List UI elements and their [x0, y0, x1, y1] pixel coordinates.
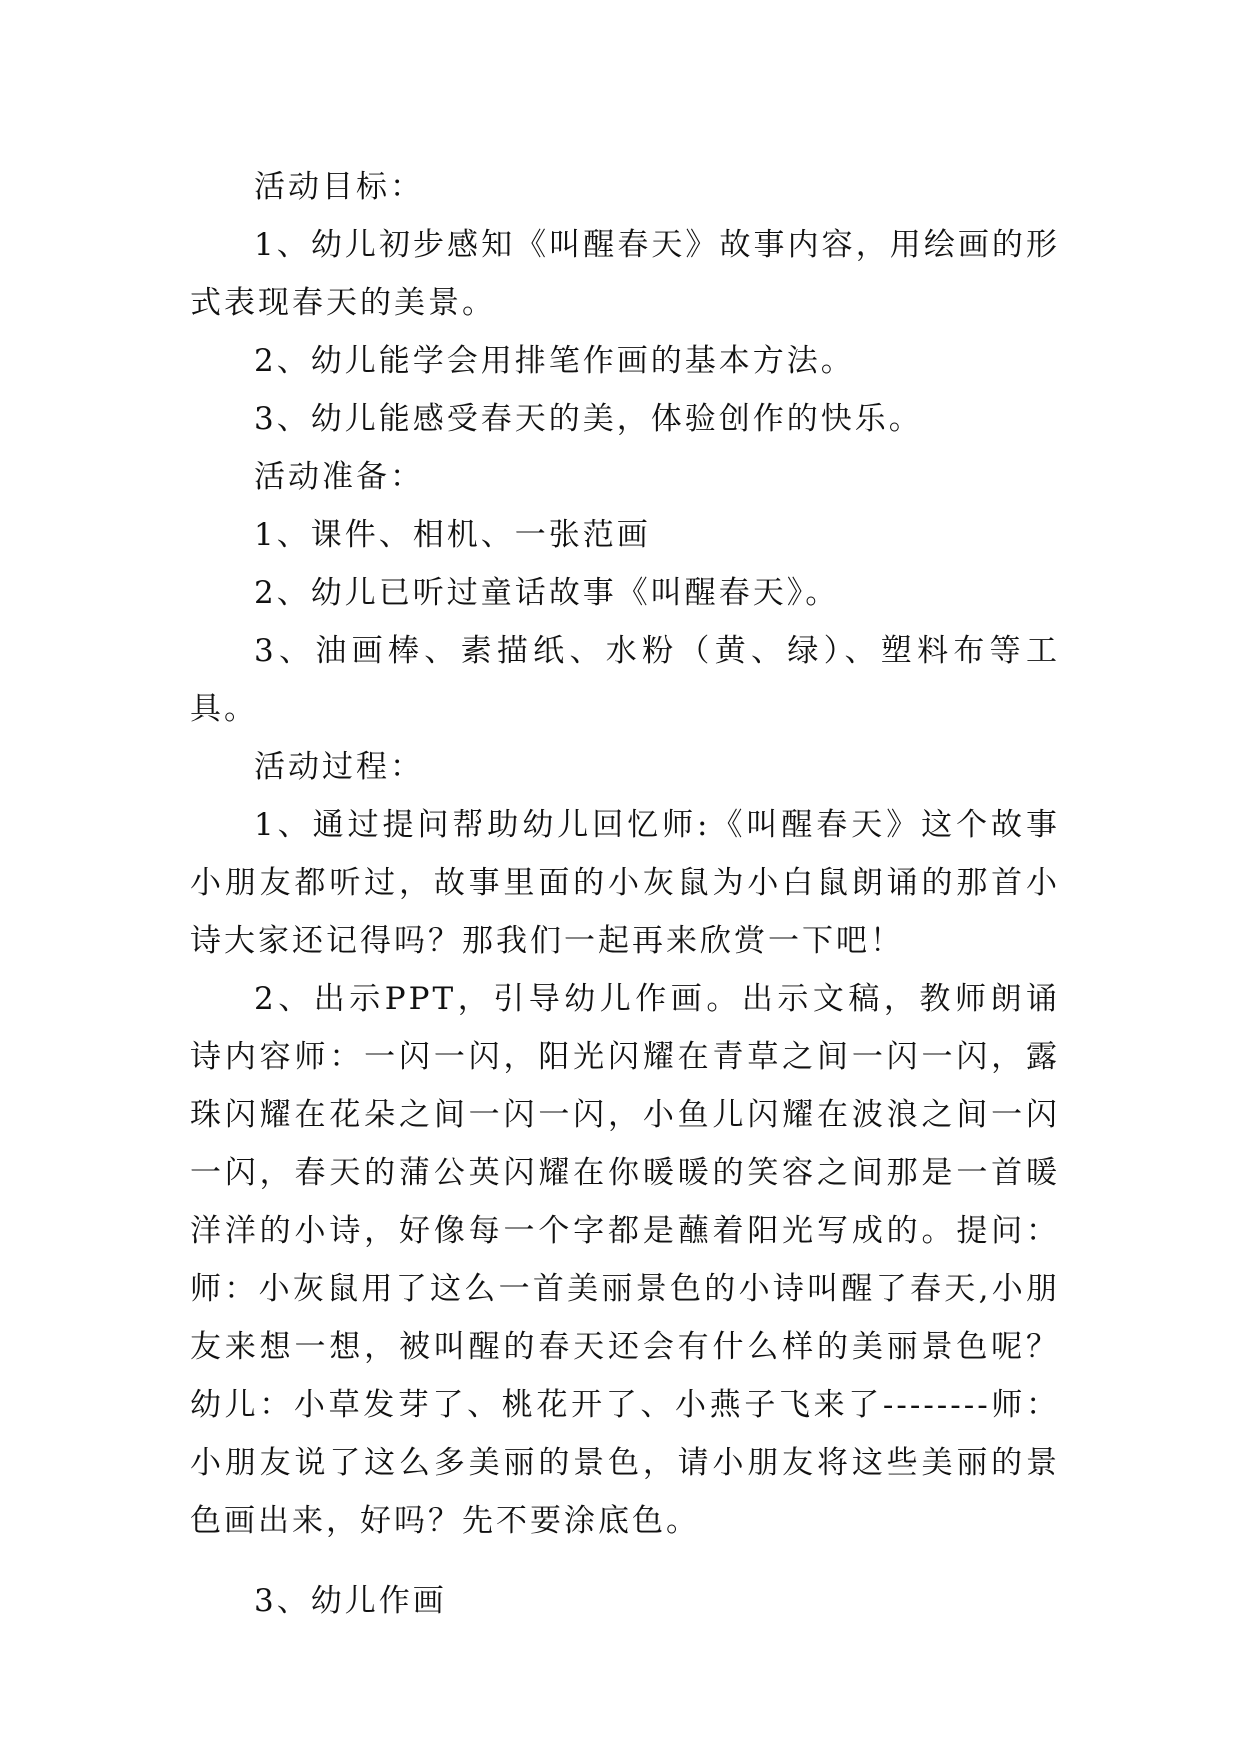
heading-activity-process: 活动过程： — [254, 749, 424, 785]
process-step-2: 2、出示PPT，引导幼儿作画。出示文稿，教师朗诵诗内容师：一闪一闪，阳光闪耀在青草之间一闪一闪，露珠闪耀在花朵之间一闪一闪，小鱼儿闪耀在波浪之间一闪一闪，春天的蒲公英闪耀在你暖暖的笑容之间那是一首暖洋洋的小诗，好像每一个字都是蘸着阳光写成的。提问：师：小灰鼠用了这么一首美丽景色的小诗叫醒了春天,小朋友来想一想，被叫醒的春天还会有什么样的美丽景色呢？幼儿：小草发芽了、桃花开了、小燕子飞来了--------师：小朋友说了这么多美丽的景色，请小朋友将这些美丽的景色画出来，好吗？先不要涂底色。 — [190, 981, 1060, 1539]
process-step-1: 1、通过提问帮助幼儿回忆师:《叫醒春天》这个故事小朋友都听过，故事里面的小灰鼠为小白鼠朗诵的那首小诗大家还记得吗？那我们一起再来欣赏一下吧！ — [190, 807, 1060, 959]
goal-item-2: 2、幼儿能学会用排笔作画的基本方法。 — [254, 343, 855, 379]
preparation-item-1: 1、课件、相机、一张范画 — [254, 517, 651, 553]
document-body — [190, 158, 1060, 1630]
heading-activity-goals: 活动目标： — [254, 169, 424, 205]
preparation-item-3: 3、油画棒、素描纸、水粉（黄、绿）、塑料布等工具。 — [190, 633, 1060, 727]
process-step-3: 3、幼儿作画 — [254, 1583, 447, 1619]
preparation-item-2: 2、幼儿已听过童话故事《叫醒春天》。 — [254, 575, 840, 611]
heading-activity-preparation: 活动准备： — [254, 459, 424, 495]
goal-item-3: 3、幼儿能感受春天的美，体验创作的快乐。 — [254, 401, 923, 437]
goal-item-1: 1、幼儿初步感知《叫醒春天》故事内容，用绘画的形式表现春天的美景。 — [190, 227, 1060, 321]
